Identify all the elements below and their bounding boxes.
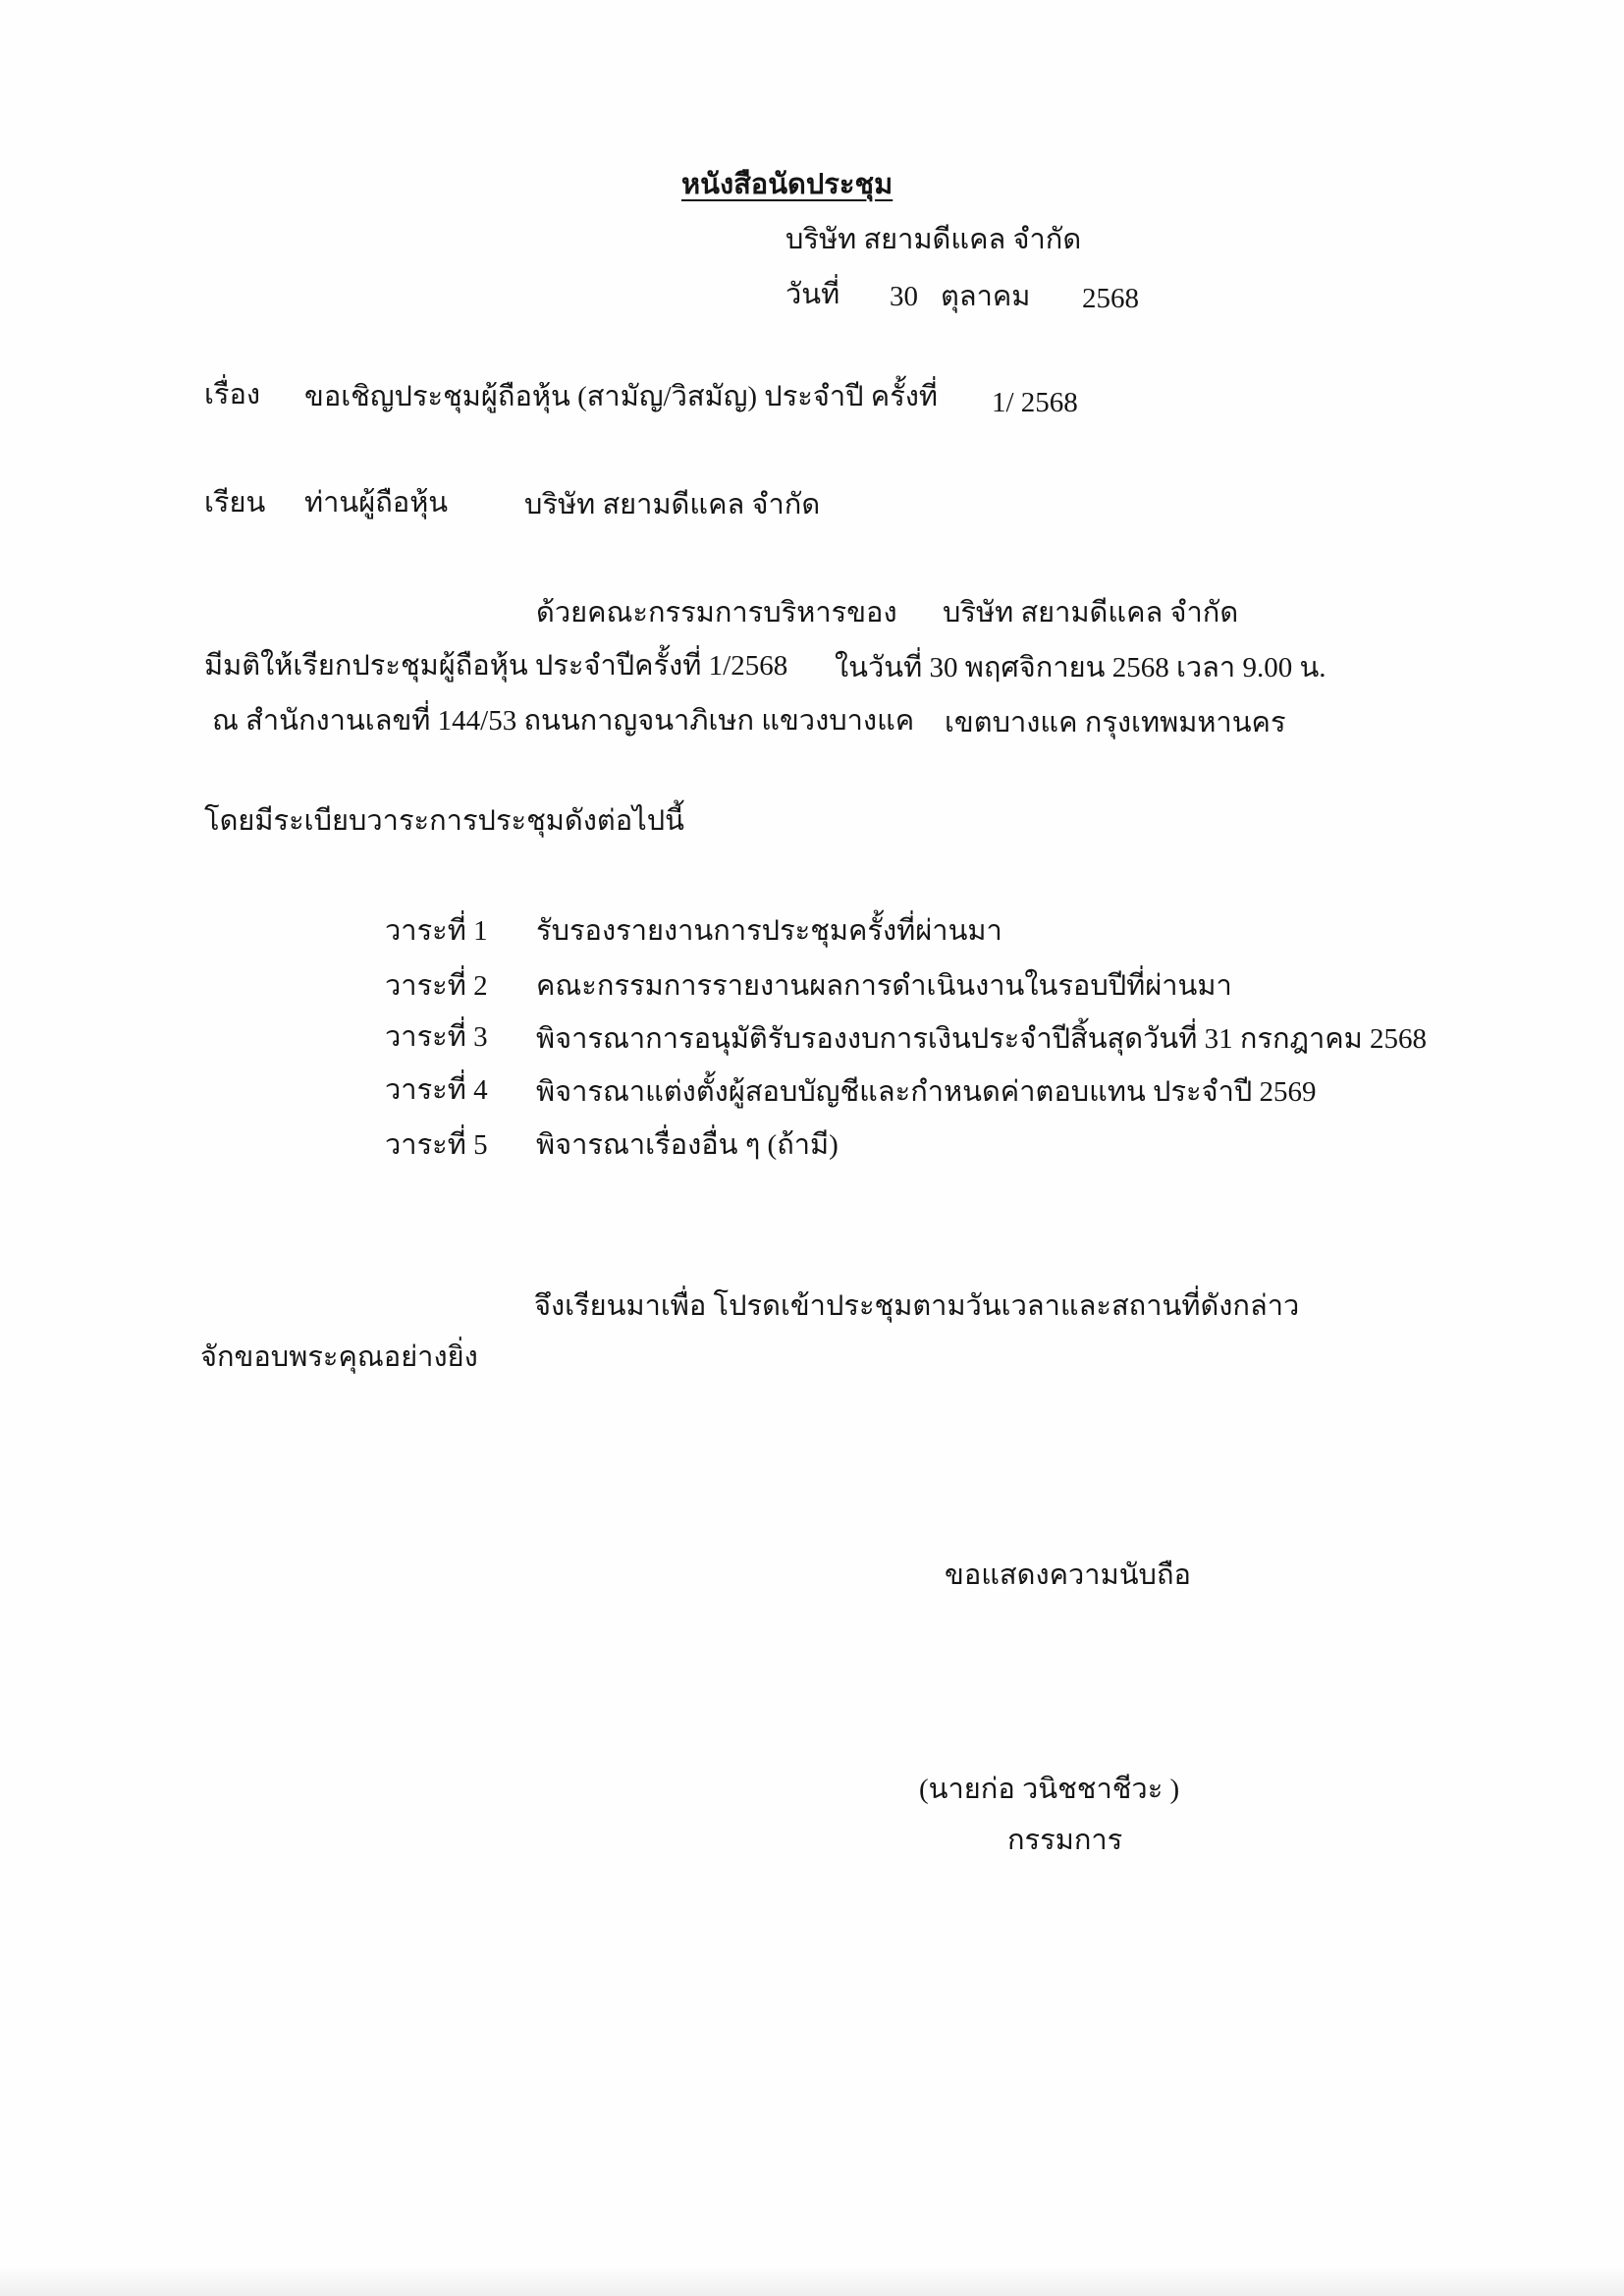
to-label: เรียน <box>204 487 266 519</box>
closing-line1: จึงเรียนมาเพื่อ โปรดเข้าประชุมตามวันเวลาและสถานที่ดังกล่าว <box>534 1290 1300 1322</box>
agenda-label-4: วาระที่ 4 <box>385 1074 488 1106</box>
body-line1-a: ด้วยคณะกรรมการบริหารของ <box>536 597 897 629</box>
to-text: ท่านผู้ถือหุ้น <box>304 487 449 519</box>
agenda-text-5: พิจารณาเรื่องอื่น ๆ (ถ้ามี) <box>536 1129 839 1161</box>
regards: ขอแสดงความนับถือ <box>945 1559 1191 1591</box>
document-title: หนังสือนัดประชุม <box>681 169 893 200</box>
agenda-intro: โดยมีระเบียบวาระการประชุมดังต่อไปนี้ <box>204 805 684 837</box>
body-line2-a: มีมติให้เรียกประชุมผู้ถือหุ้น ประจำปีครั้งที่ 1/2568 <box>204 650 788 682</box>
agenda-label-5: วาระที่ 5 <box>385 1129 488 1161</box>
company-line: บริษัท สยามดีแคล จำกัด <box>785 224 1082 255</box>
body-line2-b: ในวันที่ 30 พฤศจิกายน 2568 เวลา 9.00 น. <box>835 652 1326 683</box>
signer-name: (นายก่อ วนิชชาชีวะ ) <box>919 1774 1180 1805</box>
agenda-label-2: วาระที่ 2 <box>385 970 488 1002</box>
subject-text: ขอเชิญประชุมผู้ถือหุ้น (สามัญ/วิสมัญ) ประจำปี ครั้งที่ <box>304 381 939 412</box>
body-line3-b: เขตบางแค กรุงเทพมหานคร <box>945 707 1286 738</box>
scan-shadow <box>0 2267 1624 2296</box>
signer-position: กรรมการ <box>1007 1825 1123 1856</box>
body-line1-b: บริษัท สยามดีแคล จำกัด <box>943 597 1239 629</box>
agenda-label-1: วาระที่ 1 <box>385 915 488 947</box>
agenda-text-4: พิจารณาแต่งตั้งผู้สอบบัญชีและกำหนดค่าตอบแทน ประจำปี 2569 <box>536 1076 1317 1108</box>
subject-label: เรื่อง <box>204 379 261 410</box>
agenda-text-3: พิจารณาการอนุมัติรับรองงบการเงินประจำปีสิ้นสุดวันที่ 31 กรกฎาคม 2568 <box>536 1023 1428 1055</box>
agenda-text-1: รับรองรายงานการประชุมครั้งที่ผ่านมา <box>536 915 1002 947</box>
body-line3-a: ณ สำนักงานเลขที่ 144/53 ถนนกาญจนาภิเษก แขวงบางแค <box>212 705 915 737</box>
closing-line2: จักขอบพระคุณอย่างยิ่ง <box>200 1341 478 1373</box>
date-label: วันที่ <box>785 279 840 310</box>
agenda-text-2: คณะกรรมการรายงานผลการดำเนินงานในรอบปีที่ผ่านมา <box>536 970 1232 1002</box>
date-year: 2568 <box>1082 283 1139 314</box>
to-company: บริษัท สยามดีแคล จำกัด <box>524 489 821 520</box>
date-day: 30 <box>890 281 918 312</box>
subject-number: 1/ 2568 <box>992 387 1078 418</box>
date-month: ตุลาคม <box>941 281 1031 312</box>
agenda-label-3: วาระที่ 3 <box>385 1021 488 1053</box>
